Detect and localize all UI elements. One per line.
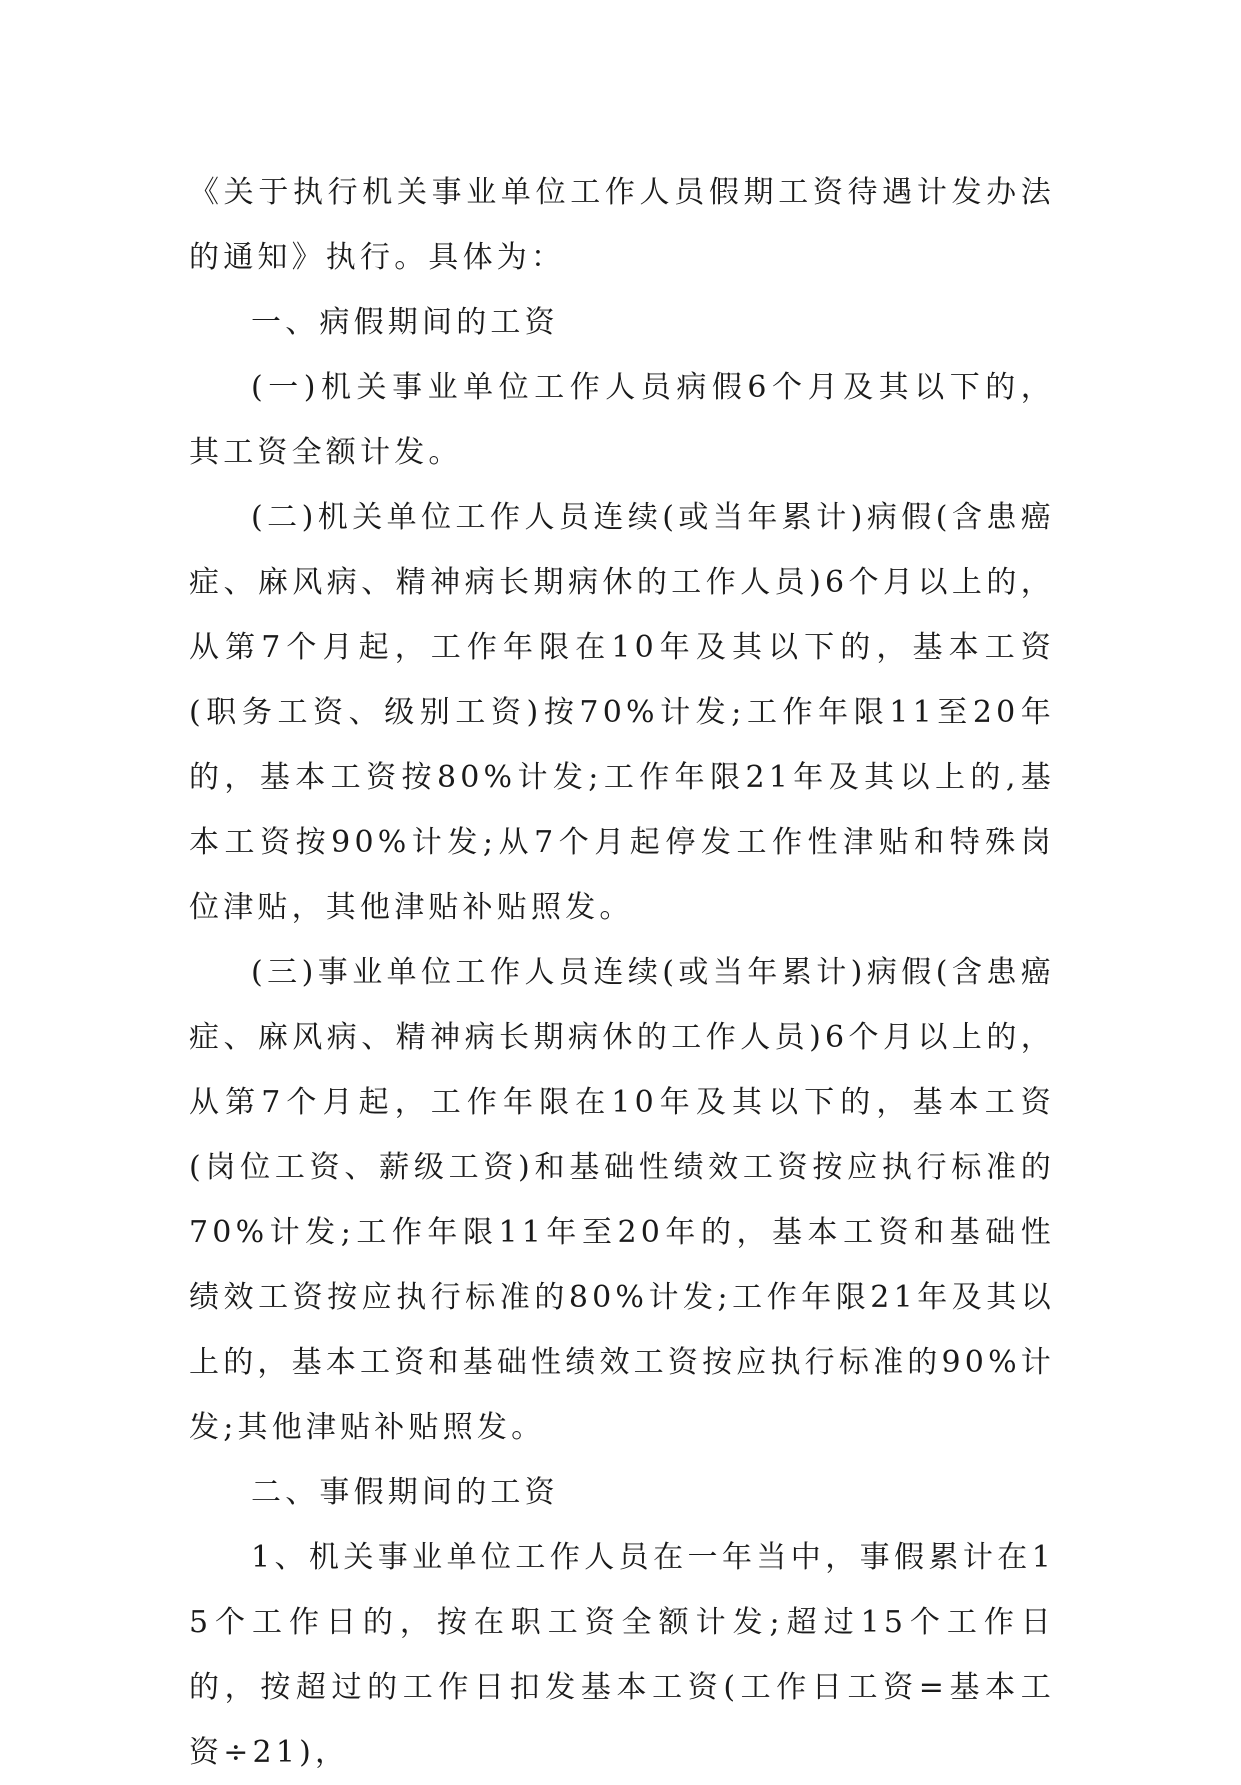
paragraph-sick-leave-3: (三)事业单位工作人员连续(或当年累计)病假(含患癌症、麻风病、精神病长期病休的工作人员)6个月以上的，从第7个月起，工作年限在10年及其以下的，基本工资(岗位工资、薪级工资)和基础性绩效工资按应执行标准的70%计发;工作年限11年至20年的，基本工资和基础性绩效工资按应执行标准的80%计发;工作年限21年及其以上的，基本工资和基础性绩效工资按应执行标准的90%计发;其他津贴补贴照发。 bbox=[189, 955, 1055, 1445]
document-page bbox=[189, 160, 1055, 1785]
paragraph-personal-leave-1: 1、机关事业单位工作人员在一年当中，事假累计在15个工作日的，按在职工资全额计发;超过15个工作日的，按超过的工作日扣发基本工资(工作日工资=基本工资÷21)， bbox=[189, 1540, 1055, 1770]
paragraph-sick-leave-2: (二)机关单位工作人员连续(或当年累计)病假(含患癌症、麻风病、精神病长期病休的工作人员)6个月以上的，从第7个月起，工作年限在10年及其以下的，基本工资(职务工资、级别工资)按70%计发;工作年限11至20年的，基本工资按80%计发;工作年限21年及其以上的,基本工资按90%计发;从7个月起停发工作性津贴和特殊岗位津贴，其他津贴补贴照发。 bbox=[189, 500, 1055, 925]
section-heading-personal-leave: 二、事假期间的工资 bbox=[251, 1475, 559, 1510]
section-heading-sick-leave: 一、病假期间的工资 bbox=[251, 305, 559, 340]
paragraph-intro: 《关于执行机关事业单位工作人员假期工资待遇计发办法的通知》执行。具体为： bbox=[189, 175, 1055, 275]
paragraph-sick-leave-1: (一)机关事业单位工作人员病假6个月及其以下的，其工资全额计发。 bbox=[189, 370, 1055, 470]
